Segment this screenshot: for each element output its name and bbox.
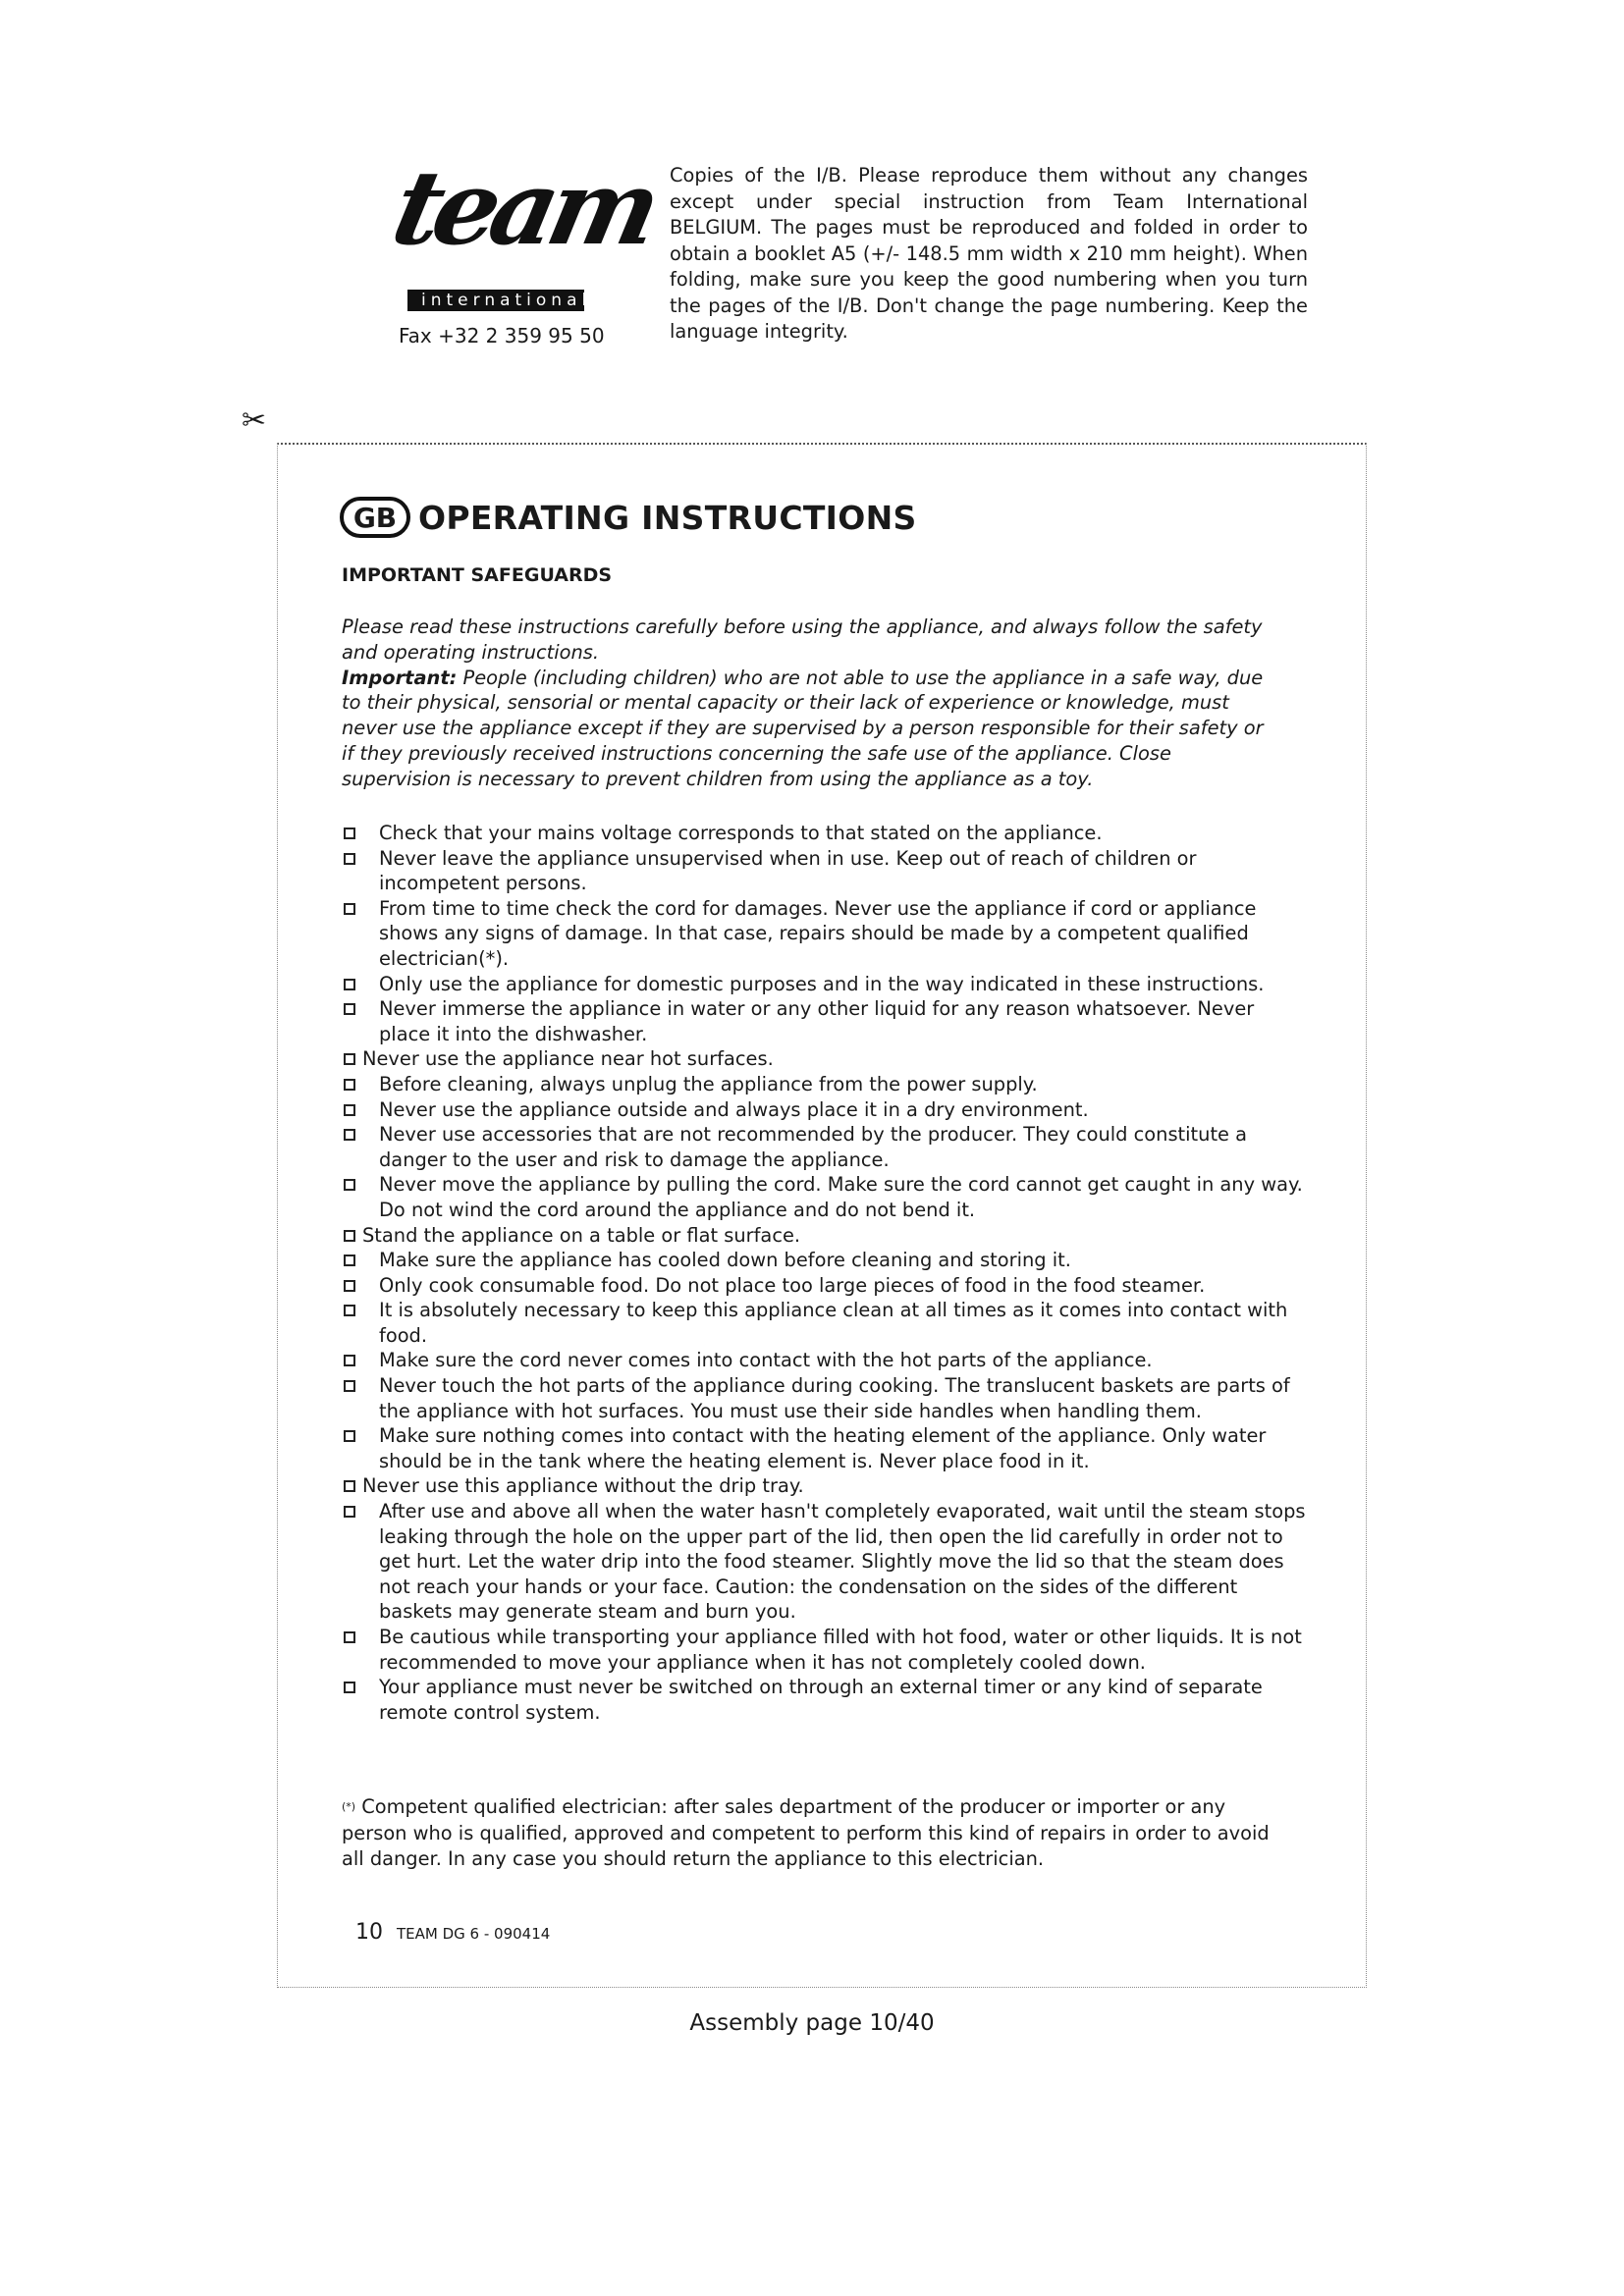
intro-text bbox=[342, 614, 1265, 792]
safety-item bbox=[344, 1423, 1306, 1473]
footnote-mark: (*) bbox=[342, 1800, 356, 1813]
important-paragraph bbox=[342, 666, 1265, 792]
safety-item bbox=[344, 821, 1306, 846]
safety-item bbox=[344, 1373, 1306, 1423]
safety-item bbox=[344, 1248, 1306, 1273]
checkbox-bullet-icon bbox=[344, 1380, 355, 1392]
checkbox-bullet-icon bbox=[344, 1104, 355, 1116]
safety-item-text: Be cautious while transporting your appliance filled with hot food, water or other liquids. It is not recommended to move your appliance when it has not completely cooled down. bbox=[379, 1626, 1302, 1674]
assembly-page-label: Assembly page 10/40 bbox=[689, 2010, 935, 2036]
safety-item-text: Never touch the hot parts of the appliance during cooking. The translucent baskets are parts of the appliance with hot surfaces. You must use their side handles when handling them. bbox=[379, 1374, 1290, 1422]
page-number: 10 bbox=[355, 1920, 383, 1945]
safety-item-text: After use and above all when the water hasn't completely evaporated, wait until the steam stops leaking through the hole on the upper part of the lid, then open the lid carefully in order not to get hurt. Let the water drip into the food steamer. Slightly move the lid so that the steam does not reach your hands or your face. Caution: the condensation on the sides of the different baskets may generate steam and burn you. bbox=[379, 1500, 1306, 1624]
checkbox-bullet-icon bbox=[344, 1480, 355, 1492]
safety-item bbox=[344, 996, 1306, 1046]
model-code: TEAM DG 6 - 090414 bbox=[397, 1925, 551, 1943]
safety-item-text: Check that your mains voltage corresponds to that stated on the appliance. bbox=[379, 822, 1103, 844]
checkbox-bullet-icon bbox=[344, 979, 355, 990]
checkbox-bullet-icon bbox=[344, 1230, 355, 1242]
reproduction-note: Copies of the I/B. Please reproduce them without any changes except under special instruction from Team International BELGIUM. The pages must be reproduced and folded in order to obtain a booklet A5 (+/- 148.5 mm width x 210 mm height). When folding, make sure you keep the good numbering when you turn the pages of the I/B. Don't change the page numbering. Keep the language integrity. bbox=[670, 164, 1308, 343]
logo-script: team bbox=[383, 147, 664, 268]
safety-item-text: Make sure the appliance has cooled down before cleaning and storing it. bbox=[379, 1249, 1071, 1272]
safety-item bbox=[344, 1675, 1306, 1725]
safety-item bbox=[344, 1172, 1306, 1222]
safety-item-text: Never move the appliance by pulling the cord. Make sure the cord cannot get caught in any way. Do not wind the cord around the appliance and do not bend it. bbox=[379, 1173, 1303, 1221]
checkbox-bullet-icon bbox=[344, 1305, 355, 1316]
safety-item bbox=[344, 1122, 1306, 1172]
safety-item bbox=[344, 1473, 1306, 1499]
safety-item bbox=[344, 1223, 1306, 1249]
safeguards-heading: IMPORTANT SAFEGUARDS bbox=[342, 564, 613, 586]
gb-language-badge: GB bbox=[340, 497, 410, 538]
important-text: People (including children) who are not able to use the appliance in a safe way, due to their physical, sensorial or mental capacity or their lack of experience or knowledge, must never use the appliance except if they are supervised by a person responsible for their safety or if they previously received instructions concerning the safe use of the appliance. Close supervision is necessary to prevent children from using the appliance as a toy. bbox=[342, 666, 1264, 790]
checkbox-bullet-icon bbox=[344, 1179, 355, 1191]
safety-item-text: Never leave the appliance unsupervised when in use. Keep out of reach of children or incompetent persons. bbox=[379, 846, 1197, 895]
safety-item bbox=[344, 896, 1306, 972]
safety-item-text: Never use the appliance near hot surfaces. bbox=[362, 1047, 774, 1071]
checkbox-bullet-icon bbox=[344, 1053, 355, 1065]
important-label: Important: bbox=[342, 666, 458, 689]
safety-item-text: Never use this appliance without the drip tray. bbox=[362, 1474, 804, 1498]
page-title bbox=[340, 497, 917, 538]
checkbox-bullet-icon bbox=[344, 1430, 355, 1442]
checkbox-bullet-icon bbox=[344, 853, 355, 865]
safety-item bbox=[344, 1097, 1306, 1123]
safety-item-text: Never use the appliance outside and always place it in a dry environment. bbox=[379, 1097, 1089, 1121]
checkbox-bullet-icon bbox=[344, 1003, 355, 1015]
checkbox-bullet-icon bbox=[344, 1255, 355, 1266]
safety-item bbox=[344, 1298, 1306, 1348]
checkbox-bullet-icon bbox=[344, 1355, 355, 1366]
team-logo bbox=[378, 147, 664, 314]
safety-item-text: Only cook consumable food. Do not place too large pieces of food in the food steamer. bbox=[379, 1273, 1206, 1297]
scissors-icon: ✂ bbox=[242, 403, 267, 438]
checkbox-bullet-icon bbox=[344, 1631, 355, 1643]
safety-item bbox=[344, 1072, 1306, 1097]
safety-item-text: Make sure nothing comes into contact with the heating element of the appliance. Only water should be in the tank where the heating element is. Never place food in it. bbox=[379, 1424, 1267, 1472]
safety-item bbox=[344, 1499, 1306, 1625]
logo-subtext: international bbox=[407, 290, 584, 311]
footnote-text: Competent qualified electrician: after sales department of the producer or importer or any person who is qualified, approved and competent to perform this kind of repairs in order to avoid all danger. In any case you should return the appliance to this electrician. bbox=[342, 1795, 1270, 1870]
safety-item bbox=[344, 1625, 1306, 1675]
safety-item-text: Only use the appliance for domestic purposes and in the way indicated in these instructions. bbox=[379, 972, 1265, 995]
safety-item-text: From time to time check the cord for damages. Never use the appliance if cord or appliance shows any signs of damage. In that case, repairs should be made by a competent qualified electrician(*). bbox=[379, 896, 1257, 970]
checkbox-bullet-icon bbox=[344, 1280, 355, 1292]
checkbox-bullet-icon bbox=[344, 1682, 355, 1693]
safety-item-text: Your appliance must never be switched on through an external timer or any kind of separate remote control system. bbox=[379, 1676, 1263, 1724]
safety-item-text: Before cleaning, always unplug the appliance from the power supply. bbox=[379, 1072, 1038, 1095]
checkbox-bullet-icon bbox=[344, 828, 355, 839]
footnote bbox=[342, 1794, 1284, 1873]
checkbox-bullet-icon bbox=[344, 903, 355, 915]
safety-item bbox=[344, 1046, 1306, 1072]
checkbox-bullet-icon bbox=[344, 1506, 355, 1518]
safety-item bbox=[344, 1348, 1306, 1373]
safety-list bbox=[344, 821, 1306, 1725]
safety-item bbox=[344, 846, 1306, 896]
safety-item-text: Make sure the cord never comes into contact with the hot parts of the appliance. bbox=[379, 1349, 1153, 1372]
fax-number: Fax +32 2 359 95 50 bbox=[399, 324, 605, 347]
page-footer bbox=[355, 1920, 550, 1945]
safety-item-text: Stand the appliance on a table or flat surface. bbox=[362, 1223, 801, 1247]
safety-item-text: Never use accessories that are not recommended by the producer. They could constitute a danger to the user and risk to damage the appliance. bbox=[379, 1123, 1248, 1171]
title-text: OPERATING INSTRUCTIONS bbox=[418, 498, 917, 537]
safety-item bbox=[344, 972, 1306, 997]
checkbox-bullet-icon bbox=[344, 1079, 355, 1091]
safety-item bbox=[344, 1273, 1306, 1299]
intro-paragraph: Please read these instructions carefully before using the appliance, and always follow the safety and operating instructions. bbox=[342, 615, 1263, 664]
safety-item-text: Never immerse the appliance in water or any other liquid for any reason whatsoever. Never place it into the dishwasher. bbox=[379, 997, 1255, 1045]
safety-item-text: It is absolutely necessary to keep this appliance clean at all times as it comes into contact with food. bbox=[379, 1299, 1288, 1347]
checkbox-bullet-icon bbox=[344, 1129, 355, 1141]
